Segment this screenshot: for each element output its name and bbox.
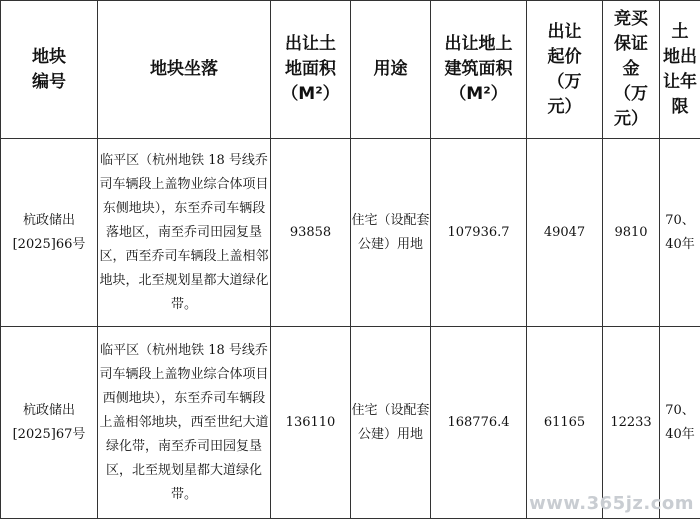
header-use: 用途 [351,1,431,139]
header-deposit: 竞买 保证 金 （万 元） [603,1,660,139]
cell-parcel-id: 杭政储出[2025]66号 [1,139,98,327]
header-area: 出让土 地面积 （M²） [271,1,351,139]
cell-area: 93858 [271,139,351,327]
cell-parcel-id: 杭政储出[2025]67号 [1,327,98,519]
cell-use: 住宅（设配套公建）用地 [351,327,431,519]
cell-gfa: 168776.4 [431,327,527,519]
cell-start-price: 61165 [527,327,603,519]
cell-deposit: 12233 [603,327,660,519]
header-location: 地块坐落 [98,1,271,139]
header-start-price: 出让 起价 （万 元） [527,1,603,139]
cell-term: 70、40年 [660,327,700,519]
table-row [1,327,700,519]
table-row [1,139,700,327]
cell-area: 136110 [271,327,351,519]
cell-start-price: 49047 [527,139,603,327]
header-term: 土 地出 让年 限 [660,1,700,139]
table-header-row [1,1,700,139]
cell-location: 临平区（杭州地铁 18 号线乔司车辆段上盖物业综合体项目西侧地块），东至乔司车辆段上盖相邻地块，西至世纪大道绿化带，南至乔司田园复垦区，北至规划星都大道绿化带。 [98,327,271,519]
header-parcel-id: 地块 编号 [1,1,98,139]
cell-deposit: 9810 [603,139,660,327]
cell-use: 住宅（设配套公建）用地 [351,139,431,327]
cell-location: 临平区（杭州地铁 18 号线乔司车辆段上盖物业综合体项目东侧地块），东至乔司车辆段落地区，南至乔司田园复垦区，西至乔司车辆段上盖相邻地块，北至规划星都大道绿化带。 [98,139,271,327]
header-gfa: 出让地上 建筑面积 （M²） [431,1,527,139]
watermark: www.365jz.com [529,493,694,514]
cell-gfa: 107936.7 [431,139,527,327]
cell-term: 70、40年 [660,139,700,327]
